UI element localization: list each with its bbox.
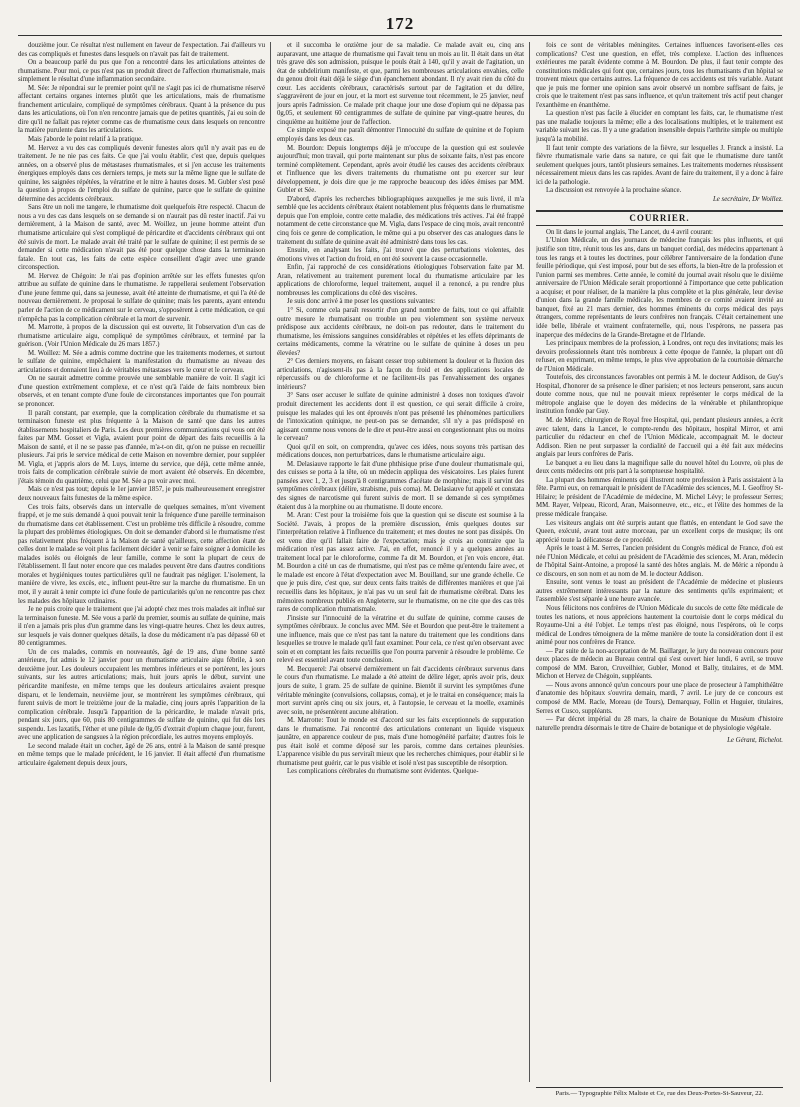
column-1 [18,42,265,1082]
paragraph: — Par suite de la non-acceptation de M. Baillarger, le jury du nouveau concours pour deux places de médecin au Bureau central qui s'est ouvert hier lundi, 6 avril, se trouve composé de MM. Baron, Cruveilhier, Gubler, Monod et Bally, titulaires, et de MM. Michon et Hervez de Chégoin, suppléants. [536,647,783,681]
paragraph: M. Aran: C'est pour la troisième fois que la question qui se discute est soumise à la Société. J'avais, à propos de la première discussion, émis quelques doutes sur l'interprétation relative à l'influence du traitement; et mes doutes ne sont pas dissipés. On est venu dire qu'il fallait faire de l'expectation; mais je crois au contraire que la médication n'est pas assez active. J'ai, en effet, renoncé il y a quelques années au traitement local par le chloroforme, comme l'a dit M. Bourdon, et j'en vois encore, état. M. Bourdon a cité un cas de rhumatisme, qui n'est pas ce même qu'entendu faire avec, et le malade est encore à l'état d'expectation avec M. Bouilland, sur une grande échelle. Ce que je puis dire, c'est que, sur deux cents faits traités de différentes manières et que j'ai recueillis dans les hôpitaux, je n'ai pas vu un seul fait de rhumatisme cérébral. Dans les mémoires nombreux publiés en Angleterre, sur le rhumatisme, on ne cite que des cas très rares de complication rhumatismale. [277,512,524,614]
paragraph: Après le toast à M. Serres, l'ancien président du Congrès médical de France, d'où est née l'Union Médicale, et celui au président de l'Académie des sciences, M. Aran, médecin de l'hôpital Saint-Antoine, a proposé la santé des hôtes anglais. M. de Méric a répondu à ce discours, en son nom et au nom de M. le docteur Addison. [536,545,783,578]
paragraph: Il paraît constant, par exemple, que la complication cérébrale du rhumatisme et sa terminaison funeste est plus fréquente à la Maison de santé que dans les autres établissements hospitaliers de Paris. Les deux premières communications qui vous ont été faites par MM. Gosset et Vigla, avaient pour point de départ des faits recueillis à la Maison de santé, et il ne se passe pas d'année, m'a-t-on dit, qu'on ne puisse en recueillir plusieurs. J'ai pris le service médical de cette Maison en novembre dernier, pour suppléer M. Vigla, et j'appris alors de M. Luys, interne du service, que déjà, cette même année, trois faits de complication cérébrale suivie de mort avaient été observés. En décembre, j'étais témoin du quatrième, celui que M. Sée a pu voir avec moi. [18,409,265,485]
paragraph: Les principaux membres de la profession, à Londres, ont reçu des invitations; mais les devoirs professionnels étant très nombreux à cette époque de l'année, la plupart ont dû refuser, en exprimant, en même temps, le plus vive approbation de la courtoisie démarche de l'Union Médicale. [536,340,783,373]
paragraph: 1° Si, comme cela paraît ressortir d'un grand nombre de faits, tout ce qui affaiblit outre mesure le rhumatisant ou trouble un peu violemment son système nerveux prédispose aux accidents cérébraux, ne doit-on pas redouter, dans le traitement du rhumatisme, les émissions sanguines considérables et répétées et les effets déprimants de certains médicaments, comme la vératrine ou le sulfate de quinine à doses un peu élevées? [277,306,524,357]
paragraph: La discussion est renvoyée à la prochaine séance. [546,187,682,195]
discussion-end [536,42,783,196]
paragraph: M. Marrotte, à propos de la discussion qui est ouverte, lit l'observation d'un cas de rhumatisme articulaire aigu, compliqué de symptômes cérébraux, et terminé par la guérison. (Voir l'Union Médicale du 26 mars 1857.) [18,324,265,349]
gerant-signature: Le Gérant, Richelot. [727,737,783,745]
paragraph: Sans être un noli me tangere, le rhumatisme doit quelquefois être respecté. Chacun de nous a vu des cas dans lesquels on se demande si on n'aurait pas dû rester inactif. J'ai vu dernièrement, à la Maison de santé, avec M. Woillez, un jeune homme atteint d'un rhumatisme articulaire qui s'est compliqué de péricardite et d'accidents cérébraux qui ont été suivis de mort. Le malade avait été traité par le sulfate de quinine; il est permis de se demander si cette médication n'avait pas été pour quelque chose dans la terminaison fatale. En tout cas, les faits de cette espèce conseillent d'agir avec une grande circonspection. [18,204,265,272]
paragraph: Mais ce n'est pas tout; depuis le 1er janvier 1857, je puis malheureusement enregistrer deux nouveaux faits funestes de la même espèce. [18,486,265,502]
paragraph: Ensuite, sont venus le toast au président de l'Académie de médecine et plusieurs autres extrêmement intéressants par la nature des sentiments qu'ils exprimaient; et l'assemblée s'est séparée à une heure avancée. [536,579,783,604]
paragraph: M. Hervez a vu des cas compliqués devenir funestes alors qu'il n'y avait pas eu de traitement. Je ne nie pas ces faits. Ce que j'ai voulu établir, c'est que, depuis quelques années, on a observé plus de métastases rhumatismales, et si j'en accuse les traitements énergiques employés dans ces derniers temps, je mets sur la même ligne que le sulfate de quinine, les saignées répétées, la vératrine et le nitre à hautes doses. M. Gubler s'est posé la question à propos de l'emploi du sulfate de quinine, parce que le sulfate de quinine détermine des accidents cérébraux. [18,144,265,203]
paragraph: douzième jour. Ce résultat n'est nullement en faveur de l'expectation. J'ai d'ailleurs vu des cas compliqués et funestes dans lesquels on n'avait pas fait de traitement. [18,42,265,58]
paragraph: M. Bourdon: Depuis longtemps déjà je m'occupe de la question qui est soulevée aujourd'hui; mon travail, qui porte maintenant sur plus de soixante faits, n'est pas encore terminé complètement. Cependant, après avoir étudié les causes des accidents cérébraux et l'influence que les divers traitements du rhumatisme ont pu exercer sur leur développement, je dois dire que je me rapproche beaucoup des idées émises par MM. Gubler et Sée. [277,144,524,195]
column-divider [270,42,271,1082]
paragraph: et il succomba le onzième jour de sa maladie. Ce malade avait eu, cinq ans auparavant, une attaque de rhumatisme qui l'avait tenu un mois au lit. Il était dans un état très grave dès son admission, puisque le pouls était à 140, qu'il y avait de l'agitation, un état de subdelirium manifeste, et que, parmi les nombreuses articulations envahies, celle du genou droit était déjà le siège d'un épanchement abondant. Il n'y avait rien du côté du cœur. Les accidents cérébraux, caractérisés surtout par de l'agitation et du délire, s'aggravèrent de jour en jour, et la mort est survenue tout récemment, le 25 janvier, neuf jours après l'admission. Ce malade prit chaque jour une dose d'opium qui ne dépassa pas 0g,05, et seulement 60 centigrammes de sulfate de quinine par vingt-quatre heures, du cinquième au huitième jour de l'affection. [277,42,524,126]
paragraph: 3° Sans oser accuser le sulfate de quinine administré à doses non toxiques d'avoir produit directement les accidents dont il est question, ce qui serait difficile à croire, puisque les malades qui les ont éprouvés n'ont pas présenté les phénomènes particuliers de l'intoxication quinique, ne peut-on pas se demander, s'il n'y a pas prédisposé en agissant comme nous venons de le dire et peut-être aussi en congestionnant plus ou moins le cerveau? [277,392,524,443]
paragraph: M. Woillez: M. Sée a admis comme doctrine que les traitements modernes, et surtout le sulfate de quinine, empêchaient la manifestation du rhumatisme au niveau des articulations et donnaient lieu à de véritables métastases vers le cœur et le cerveau. [18,349,265,374]
paragraph: Il faut tenir compte des variations de la fièvre, sur lesquelles J. Franck a insisté. La fièvre rhumatismale varie dans sa nature, ce qui fait que le rhumatisme dure tantôt seulement quelques jours, tantôt plusieurs semaines. Les traitements modernes réussissent nécessairement mieux dans les cas rapides. Avant de faire du traitement, il y a donc à faire ici de la pathologie. [536,144,783,186]
paragraph: M. de Méric, chirurgien de Royal free Hospital, qui, pendant plusieurs années, a écrit avec talent, dans la Lancet, le compte-rendu des hôpitaux, hospital Mirror, et ami particulier du rédacteur en chef de l'Union Médicale, accompagnait M. le docteur Addison. Rien ne peut surpasser la cordialité de l'accueil qui a été fait aux médecins anglais par leurs confrères de Paris. [536,416,783,459]
paragraph: 2° Ces derniers moyens, en faisant cesser trop subitement la douleur et la fluxion des articulations, n'agissent-ils pas à la façon du froid et des applications locales de répercussifs ou de chloroforme et ne facilitent-ils pas l'envahissement des organes intérieurs? [277,358,524,391]
courrier-section [536,229,783,733]
paragraph: Le second malade était un cocher, âgé de 26 ans, entré à la Maison de santé presque en même temps que le malade précédent, le 16 janvier. Il était affecté d'un rhumatisme articulaire également depuis deux jours, [18,742,265,767]
paragraph: L'Union Médicale, un des journaux de médecine français les plus influents, et qui justifie son titre, réunit tous les ans, dans un banquet cordial, des médecins appartenant à tous les rangs et à toutes les doctrines, pour célébrer l'anniversaire de la fondation d'une feuille périodique, qui s'est imposé, pour but de ses efforts, la bien-être de la profession et l'union parmi ses membres. Cette année, le comité du journal avait résolu que le dixième anniversaire de l'Union Médicale serait proportionné à l'importance que cette publication a acquise; et pour réaliser, de la manière la plus complète et la plus générale, leur devise d'union dans la grande famille médicale, les membres de ce comité avaient invité au banquet, fixé au 21 mars dernier, des hommes éminents du corps médical des pays étrangers, comme représentants de leurs confrères non français. C'était certainement une idée belle, libérale et vraiment confraternelle, qui, nous l'espérons, ne passera pas inaperçue des médecins de la Grande-Bretagne et de l'Irlande. [536,237,783,339]
paragraph: D'abord, d'après les recherches bibliographiques auxquelles je me suis livré, il m'a semblé que les accidents cérébraux étaient notablement plus fréquents dans le rhumatisme depuis que l'on emploie, contre cette maladie, des médications très actives. J'ai été frappé notamment de cette circonstance que M. Vigla, dans l'espace de cinq mois, avait rencontré cinq fois ce genre de complication, le même qui a pu observer des cas analogues dans le traitement du sulfate de quinine avait été administré dans tous les cas. [277,195,524,246]
paragraph: Ces trois faits, observés dans un intervalle de quelques semaines, m'ont vivement frappé, et je me suis demandé à quoi pouvait tenir la fréquence d'une pareille terminaison du rhumatisme dans cet établissement. C'est un problème très difficile à résoudre, comme la plupart des problèmes étiologiques. On doit se demander d'abord si le rhumatisme n'est pas relativement plus fréquent à la Maison de santé qu'ailleurs, cette affection étant de celles dont le malade se voit plus facilement décider à venir se faire soigner à domicile les malades isolés ou éloignés de leur famille, comme le sont la plupart de ceux de l'établissement. Il faut noter encore que ces malades peuvent être dans d'autres conditions morales et hygiéniques toutes particulières qu'il ne faudrait pas négliger. L'isolement, la manière de vivre, les excès, etc., influent peut-être sur la marche du rhumatisme. En un mot, il y aurait à tenir compte ici d'une foule de particularités qu'on ne rencontre pas chez les malades des hôpitaux ordinaires. [18,503,265,605]
paragraph: Je ne puis croire que le traitement que j'ai adopté chez mes trois malades ait influé sur la terminaison funeste. M. Sée vous a parlé du premier, soumis au sulfate de quinine, mais il n'en a jamais pris plus d'un gramme dans les vingt-quatre heures. Chez les deux autres, sur lesquels je vais donner quelques détails, la dose du médicament n'a pas dépassé 60 et 80 centigrammes. [18,606,265,648]
paragraph: Mais j'aborde le point relatif à la pratique. [28,136,143,144]
paragraph: Je suis donc arrivé à me poser les questions suivantes: [287,298,436,306]
footer-rule [536,1087,783,1088]
column-divider [529,42,530,1082]
paragraph: Ensuite, en analysant les faits, j'ai trouvé que des perturbations violentes, des émotions vives et l'action du froid, en ont été souvent la cause occasionnelle. [277,247,524,263]
column-3 [536,42,783,1082]
paragraph: M. Sée: Je répondrai sur le premier point qu'il ne s'agit pas ici de rhumatisme réservé affectant certains organes internes plutôt que les articulations, mais de rhumatisme franchement articulaire, compliqué de symptômes cérébraux. Quant à la présence du pus dans les articulations, où l'on n'en rencontre jamais que de petites quantités, j'ai eu soin de dire qu'il ne fallait pas rejeter comme cas de rhumatisme ceux dans lesquels on rencontre la matière purulente dans les articulations. [18,84,265,135]
secretary-signature: Le secrétaire, Dr Woillez. [712,195,783,203]
paragraph: Les complications cérébrales du rhumatisme sont évidentes. Quelque- [287,768,479,776]
paragraph: M. Delasiauve rapporte le fait d'une phthisique prise d'une douleur rhumatismale qui, des cuisses se porta à la tête, où un médecin appliqua des vésicatoires. Les plaies furent pansées avec 1, 2, 3 et jusqu'à 8 centigrammes d'acétate de morphine; mais il survint des symptômes cérébraux (délire, strabisme, puis coma). M. Delasiauve fut appelé et constata des signes de narcotisme qui furent suivis de mort. Il se demande si ces symptômes étaient dus à la morphine ou au rhumatisme. Il doute encore. [277,460,524,511]
paragraph: Toutefois, des circonstances favorables ont permis à M. le docteur Addison, de Guy's Hospital, d'honorer de sa présence le dîner parisien; et nos lecteurs penseront, sans aucun doute comme nous, que nul ne pouvait mieux représenter le corps médical de la métropole anglaise que le doyen des médecins de la vénérable et philanthropique institution fondée par Guy. [536,374,783,416]
header-rule [18,35,782,36]
paragraph: M. Hervez de Chégoin: Je n'ai pas d'opinion arrêtée sur les effets funestes qu'on attribue au sulfate de quinine dans le rhumatisme. Je rappellerai seulement l'observation d'une jeune femme qui, dans sa jeunesse, avait été atteinte de rhumatisme, et qui l'a été de nouveau dernièrement. Je proposai le sulfate de quinine; mais les parents, ayant entendu parler de l'action de ce médicament sur le cerveau, s'opposèrent à cette médication, ce qui n'empêcha pas la complication cérébrale et la mort de survenir. [18,272,265,323]
courrier-heading: COURRIER. [536,210,783,226]
paragraph: M. Becquerel: J'ai observé dernièrement un fait d'accidents cérébraux survenus dans le cours d'un rhumatisme. Le malade a été atteint de délire léger, après avoir pris, deux jours de suite, 1 gram. 25 de sulfate de quinine. Bientôt il survint les symptômes d'une véritable méningite (convulsions, collapsus, coma), et je le traitai en conséquence; mais la mort survint après cinq ou six jours, et, à l'autopsie, le cerveau et la moelle, examinés avec soin, ne présentèrent aucune altération. [277,665,524,716]
paragraph: Enfin, j'ai rapproché de ces considérations étiologiques l'observation faite par M. Aran, relativement au traitement purement local du rhumatisme articulaire par les applications de chloroforme, lequel traitement, auquel il a renoncé, a pu rendre plus nombreuses les complications du côté des viscères. [277,264,524,297]
page-number: 172 [385,14,415,33]
column-2 [277,42,524,1082]
paragraph: Ce simple exposé me paraît démontrer l'innocuité du sulfate de quinine et de l'opium employés dans les deux cas. [277,127,524,144]
paragraph: On a beaucoup parlé du pus que l'on a rencontré dans les articulations atteintes de rhumatisme. Pour moi, ce pus n'est pas un produit direct de l'affection rhumatismale, mais simplement le résultat d'une inflammation secondaire. [18,59,265,84]
paragraph: Nous félicitons nos confrères de l'Union Médicale du succès de cette fête médicale de toutes les nations, et nous apprécions hautement la courtoisie dont le corps médical du Royaume-Uni a été l'objet. Le temps n'est pas éloigné, nous l'espérons, où le corps médical de Londres témoignera de la même manière de toute la considération dont il est animé pour nos confrères de France. [536,605,783,647]
paragraph: La question n'est pas facile à élucider en comptant les faits, car, le rhumatisme n'est pas une maladie toujours la même; elle a des localisations multiples, et le traitement est variable suivant les cas. Il y a une gradation insensible depuis l'arthrite simple ou multiple jusqu'à la mobilité. [536,110,783,144]
paragraph: M. Marrotte: Tout le monde est d'accord sur les faits exceptionnels de suppuration dans le rhumatisme. J'ai rencontré des articulations contenant un liquide visqueux jaunâtre, en apparence couleur de pus, mais d'une homogénéité parfaite; d'autres fois le pus était isolé et comme déposé sur les parois, comme dans certaines pleurésies. L'apparence visible du pus serviraît mieux que les recherches chimiques, pour établir si le rhumatisme peut guérir, car le pus visible et isolé n'est pas susceptible de résorption. [277,717,524,767]
paragraph: fois ce sont de véritables méningites. Certaines influences favorisent-elles ces complications? C'est une question, en effet, très complexe. L'action des influences extérieures me paraît évidente comme à M. Bourdon. De plus, il faut tenir compte des constitutions médicales qui font que, certaines jours, tous les rhumatisants d'un hôpital se trouvent mieux que certains autres. La fréquence de ces accidents est très variable. Autant que je puis me former une opinion sans avoir observé un nombre suffisant de faits, je crois que le traitement n'est pas sans influence, et qu'un traitement très actif peut changer l'exanthème en énanthème. [536,42,783,109]
paragraph: Les visiteurs anglais ont été surpris autant que flattés, en entendant le God save the Queen, exécuté, avant tout autre morceau, par un excellent corps de musique; ils ont apprécié toute la délicatesse de ce procédé. [536,519,783,544]
paragraph: — Nous avons annoncé qu'un concours pour une place de prosecteur à l'amphithéâtre d'anatomie des hôpitaux s'ouvrira demain, mardi, 7 avril. Le jury de ce concours est composé de MM. Racle, Moreau (de Tours), Demarquay, Follin et Huguier, titulaires, Serres et Cusco, suppléants. [536,681,783,715]
paragraph: Un de ces malades, commis en nouveautés, âgé de 19 ans, d'une bonne santé antérieure, fut admis le 12 janvier pour un rhumatisme articulaire aigu fébrile, à son deuxième jour. Les douleurs occupaient les membres inférieurs et se portèrent, les jours suivants, sur les autres articulations; mais, huit jours après le début, survint une péricardite manifeste, en même temps que les douleurs articulaires avaient presque disparu, et le lendemain, neuvième jour, se montrèrent les symptômes cérébraux, qui furent suivis de mort le treizième jour de la maladie, cinq jours après l'apparition de la complication cérébrale. Jusqu'à l'apparition de la péricardite, le malade n'avait pris, pendant six jours, que 60, puis 80 centigrammes de sulfate de quinine, qui fut dès lors suspendu. Les laxatifs, l'éther et une pilule de 0g,05 d'extrait d'opium chaque jour, furent, avec une application de sangsues à la région précordiale, les autres moyens employés. [18,648,265,742]
paragraph: — Par décret impérial du 28 mars, la chaire de Botanique du Muséum d'histoire naturelle prendra désormais le titre de Chaire de botanique et de physiologie végétale. [536,716,783,732]
paragraph: J'insiste sur l'innocuité de la vératrine et du sulfate de quinine, comme causes de symptômes cérébraux. Je conclus avec MM. Sée et Bourdon que peut-être le traitement a une influence, mais que ce n'est pas tant la nature du traitement que les conditions dans lesquelles se trouve le malade qu'il faut examiner. Pour cela, ce n'est qu'en observant avec soin et en comptant les faits recueillis que l'on pourra parvenir à résoudre le problème. Ce relevé est essentiel avant toute conclusion. [277,614,524,665]
paragraph: Le banquet a eu lieu dans la magnifique salle du nouvel hôtel du Louvre, où plus de deux cents médecins ont pris part à la somptueuse hospitalité. [536,459,783,476]
paragraph: On lit dans le journal anglais, The Lancet, du 4 avril courant: [546,228,713,236]
paragraph: On ne saurait admettre comme prouvée une semblable manière de voir. Il s'agit ici d'une question extrêmement complexe, et ce n'est qu'à l'aide de faits nombreux bien observés, et en tenant compte d'une foule de circonstances importantes que l'on pourrait se prononcer. [18,375,265,408]
paragraph: La plupart des hommes éminents qui illustrent notre profession à Paris assistaient à la fête. Parmi eux, on remarquait le président de l'Académie des sciences, M. I. Geoffroy St-Hilaire; le président de l'Académie de médecine, M. Michel Lévy; le professeur Serres; MM. Rayer, Velpeau, Ricord, Aran, Maisonneuve, etc., etc., et l'élite des hommes de la presse médicale française. [536,476,783,518]
paragraph: Quoi qu'il en soit, on comprendra, qu'avec ces idées, nous soyons très partisan des médications douces, non perturbatrices, dans le rhumatisme articulaire aigu. [277,443,524,460]
printer-imprint: Paris.— Typographie Félix Maltste et Ce, rue des Deux-Portes-St-Sauveur, 22. [555,1090,764,1097]
